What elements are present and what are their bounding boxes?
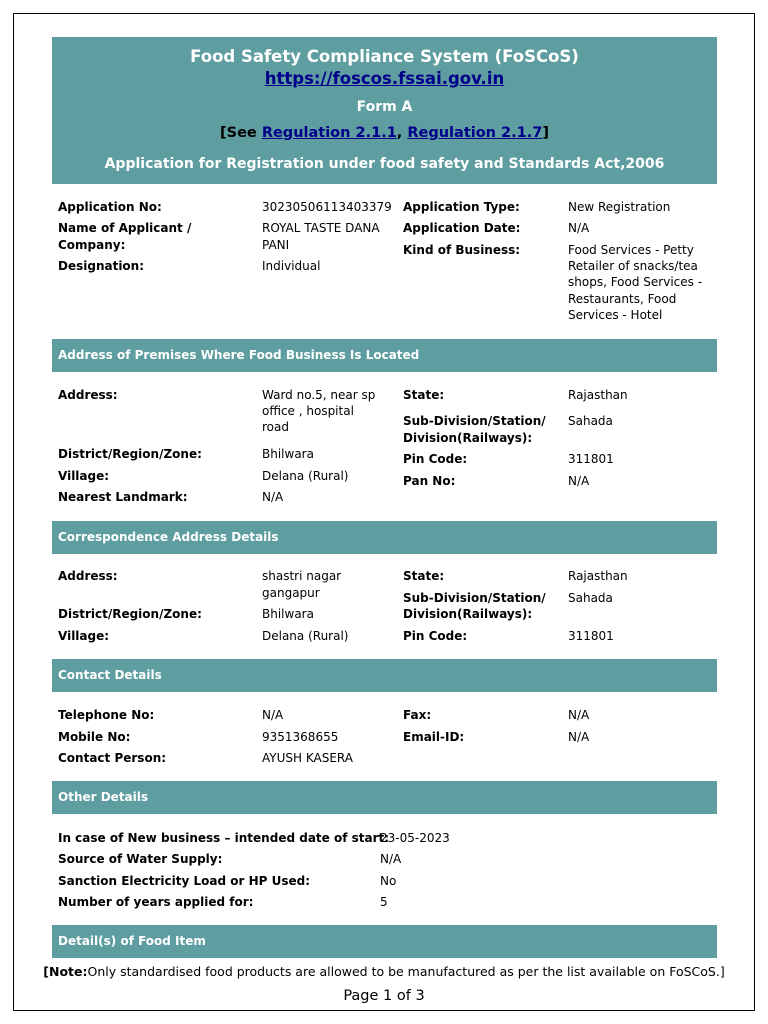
electricity-label: Sanction Electricity Load or HP Used: [58, 874, 311, 888]
corr-district-value: Bhilwara [262, 607, 314, 621]
corr-pin-label: Pin Code: [403, 629, 468, 643]
app-date-value: N/A [568, 221, 590, 235]
email-value: N/A [568, 730, 590, 744]
foscos-link[interactable]: https://foscos.fssai.gov.in [264, 69, 505, 88]
regulation-2-1-7-link[interactable]: Regulation 2.1.7 [407, 125, 543, 141]
app-no-label: Application No: [58, 200, 162, 214]
years-label: Number of years applied for: [58, 895, 254, 909]
corr-subdiv-label-line1: Sub-Division/Station/ [403, 591, 546, 605]
kind-value-line4: Restaurants, Food [568, 292, 677, 306]
app-date-label: Application Date: [403, 221, 521, 235]
premises-address-label: Address: [58, 388, 118, 402]
telephone-label: Telephone No: [58, 708, 155, 722]
kind-value-line5: Services - Hotel [568, 308, 663, 322]
contact-person-value: AYUSH KASERA [262, 751, 353, 765]
note-label: Note: [48, 964, 88, 979]
corr-state-value: Rajasthan [568, 569, 628, 583]
water-supply-label: Source of Water Supply: [58, 852, 223, 866]
start-date-label: In case of New business – intended date of start: [58, 831, 390, 845]
corr-subdiv-value: Sahada [568, 591, 613, 605]
premises-subdiv-label-line1: Sub-Division/Station/ [403, 414, 546, 428]
kind-label: Kind of Business: [403, 243, 521, 257]
app-type-label: Application Type: [403, 200, 520, 214]
corr-village-value: Delana (Rural) [262, 629, 349, 643]
premises-address-line1: Ward no.5, near sp [262, 388, 376, 402]
corr-district-label: District/Region/Zone: [58, 607, 202, 621]
regulation-reference [52, 125, 717, 141]
premises-pin-label: Pin Code: [403, 452, 468, 466]
regulation-2-1-1-link[interactable]: Regulation 2.1.1 [261, 125, 397, 141]
form-name: Form A [356, 99, 413, 115]
food-item-section-heading: Detail(s) of Food Item [52, 925, 717, 958]
form-header [52, 37, 717, 184]
mobile-value: 9351368655 [262, 730, 339, 744]
premises-section-heading: Address of Premises Where Food Business Is Located [52, 339, 717, 372]
see-suffix: ] [542, 125, 549, 141]
email-label: Email-ID: [403, 730, 465, 744]
designation-value: Individual [262, 259, 321, 273]
contact-person-label: Contact Person: [58, 751, 167, 765]
corr-state-label: State: [403, 569, 445, 583]
application-title: Application for Registration under food safety and Standards Act,2006 [104, 156, 665, 172]
premises-district-value: Bhilwara [262, 447, 314, 461]
fax-label: Fax: [403, 708, 432, 722]
kind-value-line1: Food Services - Petty [568, 243, 694, 257]
page-number: Page 1 of 3 [343, 988, 425, 1004]
water-supply-value: N/A [380, 852, 402, 866]
premises-village-label: Village: [58, 469, 110, 483]
food-note [0, 964, 768, 979]
app-type-value: New Registration [568, 200, 671, 214]
premises-village-value: Delana (Rural) [262, 469, 349, 483]
premises-pan-label: Pan No: [403, 474, 456, 488]
applicant-label-line1: Name of Applicant / [58, 221, 192, 235]
contact-section-heading: Contact Details [52, 659, 717, 692]
premises-state-label: State: [403, 388, 445, 402]
corr-pin-value: 311801 [568, 629, 614, 643]
fax-value: N/A [568, 708, 590, 722]
note-open-bracket: [ [43, 964, 49, 979]
premises-pan-value: N/A [568, 474, 590, 488]
applicant-value-line2: PANI [262, 238, 290, 252]
premises-subdiv-value: Sahada [568, 414, 613, 428]
app-no-value: 30230506113403379 [262, 200, 392, 214]
corr-address-line2: gangapur [262, 586, 320, 600]
start-date-value: 23-05-2023 [380, 831, 450, 845]
premises-landmark-label: Nearest Landmark: [58, 490, 188, 504]
premises-state-value: Rajasthan [568, 388, 628, 402]
premises-address-line3: road [262, 420, 289, 434]
correspondence-section-heading: Correspondence Address Details [52, 521, 717, 554]
premises-address-line2: office , hospital [262, 404, 354, 418]
designation-label: Designation: [58, 259, 145, 273]
system-title: Food Safety Compliance System (FoSCoS) [190, 47, 579, 66]
corr-village-label: Village: [58, 629, 110, 643]
corr-address-line1: shastri nagar [262, 569, 342, 583]
electricity-value: No [380, 874, 397, 888]
premises-landmark-value: N/A [262, 490, 284, 504]
kind-value-line3: shops, Food Services - [568, 275, 703, 289]
premises-pin-value: 311801 [568, 452, 614, 466]
applicant-label-line2: Company: [58, 238, 126, 252]
corr-subdiv-label-line2: Division(Railways): [403, 607, 533, 621]
premises-subdiv-label-line2: Division(Railways): [403, 431, 533, 445]
kind-value-line2: Retailer of snacks/tea [568, 259, 698, 273]
years-value: 5 [380, 895, 388, 909]
applicant-value-line1: ROYAL TASTE DANA [262, 221, 380, 235]
reg-separator: , [396, 125, 408, 141]
corr-address-label: Address: [58, 569, 118, 583]
telephone-value: N/A [262, 708, 284, 722]
mobile-label: Mobile No: [58, 730, 131, 744]
system-url [52, 69, 717, 88]
note-text: Only standardised food products are allowed to be manufactured as per the list available on FoSCoS.] [87, 964, 725, 979]
other-section-heading: Other Details [52, 781, 717, 814]
see-prefix: [See [220, 125, 262, 141]
premises-district-label: District/Region/Zone: [58, 447, 202, 461]
